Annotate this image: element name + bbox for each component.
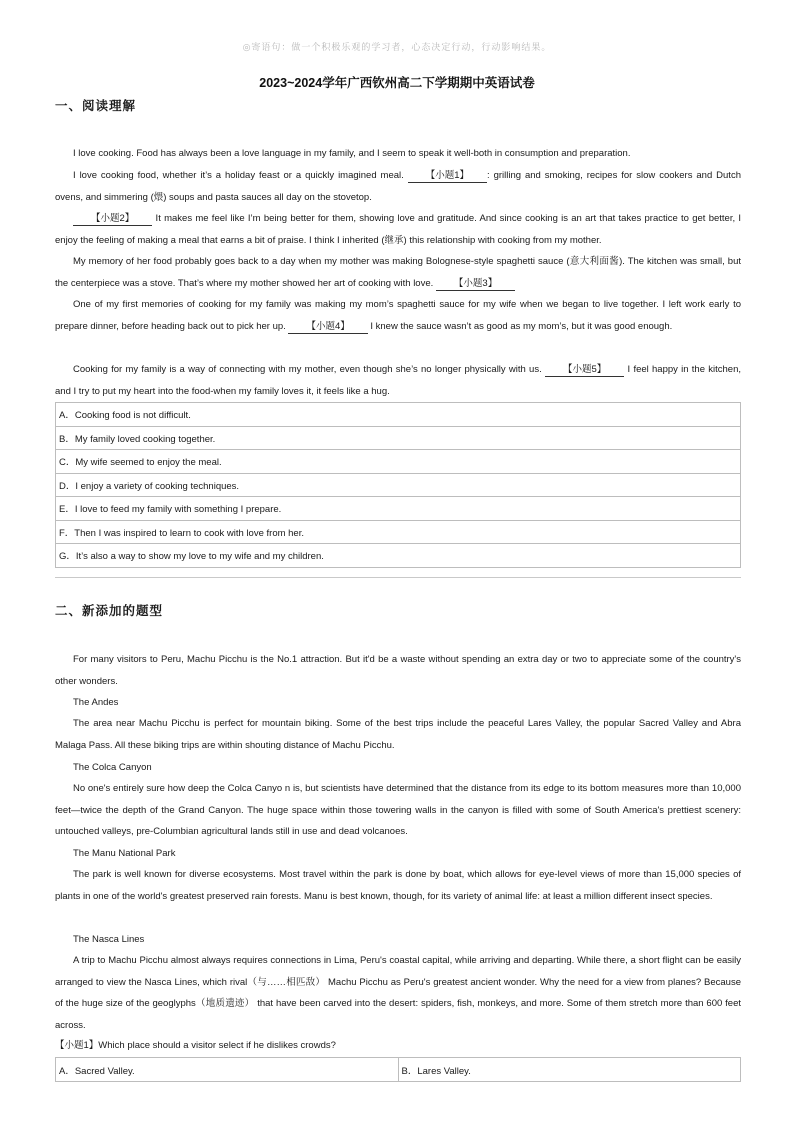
passage-paragraph: Cooking for my family is a way of connecting with my mother, even though she’s no longer physically with us. 【小题5】 I feel happy in the kitchen, and I try to put my heart into the food-when my family loves it, it feels like a hug. bbox=[55, 364, 741, 397]
option-row[interactable] bbox=[56, 450, 741, 474]
choice-b[interactable]: B．Lares Valley. bbox=[398, 1058, 741, 1082]
answer-blank[interactable]: 【小题2】 bbox=[73, 213, 152, 226]
option-g[interactable]: G．It’s also a way to show my love to my wife and my children. bbox=[56, 544, 741, 568]
option-a[interactable]: A．Cooking food is not difficult. bbox=[56, 403, 741, 427]
passage-paragraph: 【小题2】 It makes me feel like I’m being better for them, showing love and gratitude. And since cooking is an art that takes practice to get better, I enjoy the feeling of making a meal that earns a bit of praise. I think I inherited (继承) this relationship with cooking from my mother. bbox=[55, 213, 741, 246]
option-b[interactable]: B．My family loved cooking together. bbox=[56, 426, 741, 450]
option-row[interactable] bbox=[56, 426, 741, 450]
question-text: 【小题1】Which place should a visitor select if he dislikes crowds? bbox=[55, 1040, 336, 1051]
passage-paragraph: One of my first memories of cooking for my family was making my mom’s spaghetti sauce for my wife when we began to live together. I left work early to prepare dinner, before heading back out to pick her up. 【小题4】 I knew the sauce wasn’t as good as my mom’s, but it was good enough. bbox=[55, 299, 741, 332]
section-divider bbox=[55, 577, 741, 578]
option-row[interactable] bbox=[56, 520, 741, 544]
passage-paragraph: I love cooking. Food has always been a love language in my family, and I seem to speak it well-both in consumption and preparation. bbox=[73, 148, 631, 159]
option-row[interactable] bbox=[56, 403, 741, 427]
option-row[interactable] bbox=[56, 473, 741, 497]
passage-paragraph: For many visitors to Peru, Machu Picchu is the No.1 attraction. But it'd be a waste without spending an extra day or two to appreciate some of the country's other wonders. bbox=[55, 654, 741, 687]
section-heading-reading: 一、阅读理解 bbox=[55, 98, 137, 113]
page-title: 2023~2024学年广西钦州高二下学期期中英语试卷 bbox=[259, 76, 535, 90]
choice-a[interactable]: A．Sacred Valley. bbox=[56, 1058, 399, 1082]
subheading-andes: The Andes bbox=[73, 697, 119, 708]
option-e[interactable]: E．I love to feed my family with something I prepare. bbox=[56, 497, 741, 521]
subheading-colca: The Colca Canyon bbox=[73, 762, 152, 773]
choices-table bbox=[55, 1057, 741, 1082]
answer-blank[interactable]: 【小题1】 bbox=[408, 170, 487, 183]
options-table bbox=[55, 402, 741, 568]
passage-paragraph: The park is well known for diverse ecosystems. Most travel within the park is done by boat, which allows for eye-level views of more than 15,000 species of plants in one of the world's greatest preserved rain forests. Manu is best known, though, for its variety of animal life: at least a million different insect species. bbox=[55, 869, 741, 902]
motto: ◎寄语句：做一个积极乐观的学习者，心态决定行动，行动影响结果。 bbox=[242, 43, 552, 53]
option-row[interactable] bbox=[56, 497, 741, 521]
passage-paragraph: No one's entirely sure how deep the Colca Canyo n is, but scientists have determined that the distance from its edge to its bottom measures more than 10,000 feet—twice the depth of the Grand Canyon. The huge space within those towering walls in the canyon is filled with some of South America's prettiest scenery: untouched valleys, pre-Columbian agricultural lands still in use and dead volcanoes. bbox=[55, 783, 741, 837]
section-heading-new-type: 二、新添加的题型 bbox=[55, 603, 164, 618]
answer-blank[interactable]: 【小题3】 bbox=[436, 278, 515, 291]
passage-paragraph: A trip to Machu Picchu almost always requires connections in Lima, Peru's coastal capital, while arriving and departing. While there, a short flight can be easily arranged to view the Nasca Lines, which rival（与……相匹敌） Machu Picchu as Peru's greatest ancient wonder. Why the need for a view from planes? Because of the huge size of the geoglyphs（地质遗迹） that have been carved into the desert: spiders, fish, monkeys, and more. Some of them stretch more than 600 feet across. bbox=[55, 955, 741, 1031]
option-d[interactable]: D．I enjoy a variety of cooking techniques. bbox=[56, 473, 741, 497]
subheading-manu: The Manu National Park bbox=[73, 848, 176, 859]
passage-paragraph: The area near Machu Picchu is perfect for mountain biking. Some of the best trips include the peaceful Lares Valley, the popular Sacred Valley and Abra Malaga Pass. All these biking trips are within shouting distance of Machu Picchu. bbox=[55, 718, 741, 751]
subheading-nasca: The Nasca Lines bbox=[73, 934, 145, 945]
option-f[interactable]: F．Then I was inspired to learn to cook with love from her. bbox=[56, 520, 741, 544]
passage-paragraph: I love cooking food, whether it’s a holiday feast or a quickly imagined meal. 【小题1】 : grilling and smoking, recipes for slow cookers and Dutch ovens, and simmering (煨) soups and pasta sauces all day on the stovetop. bbox=[55, 170, 741, 203]
option-c[interactable]: C．My wife seemed to enjoy the meal. bbox=[56, 450, 741, 474]
answer-blank[interactable]: 【小题5】 bbox=[545, 364, 624, 377]
passage-paragraph: My memory of her food probably goes back to a day when my mother was making Bolognese-style spaghetti sauce (意大利面酱). The kitchen was small, but the centerpiece was a stove. That’s where my mother showed her art of cooking with love. 【小题3】 bbox=[55, 256, 741, 289]
option-row[interactable] bbox=[56, 544, 741, 568]
answer-blank[interactable]: 【小题4】 bbox=[288, 321, 367, 334]
